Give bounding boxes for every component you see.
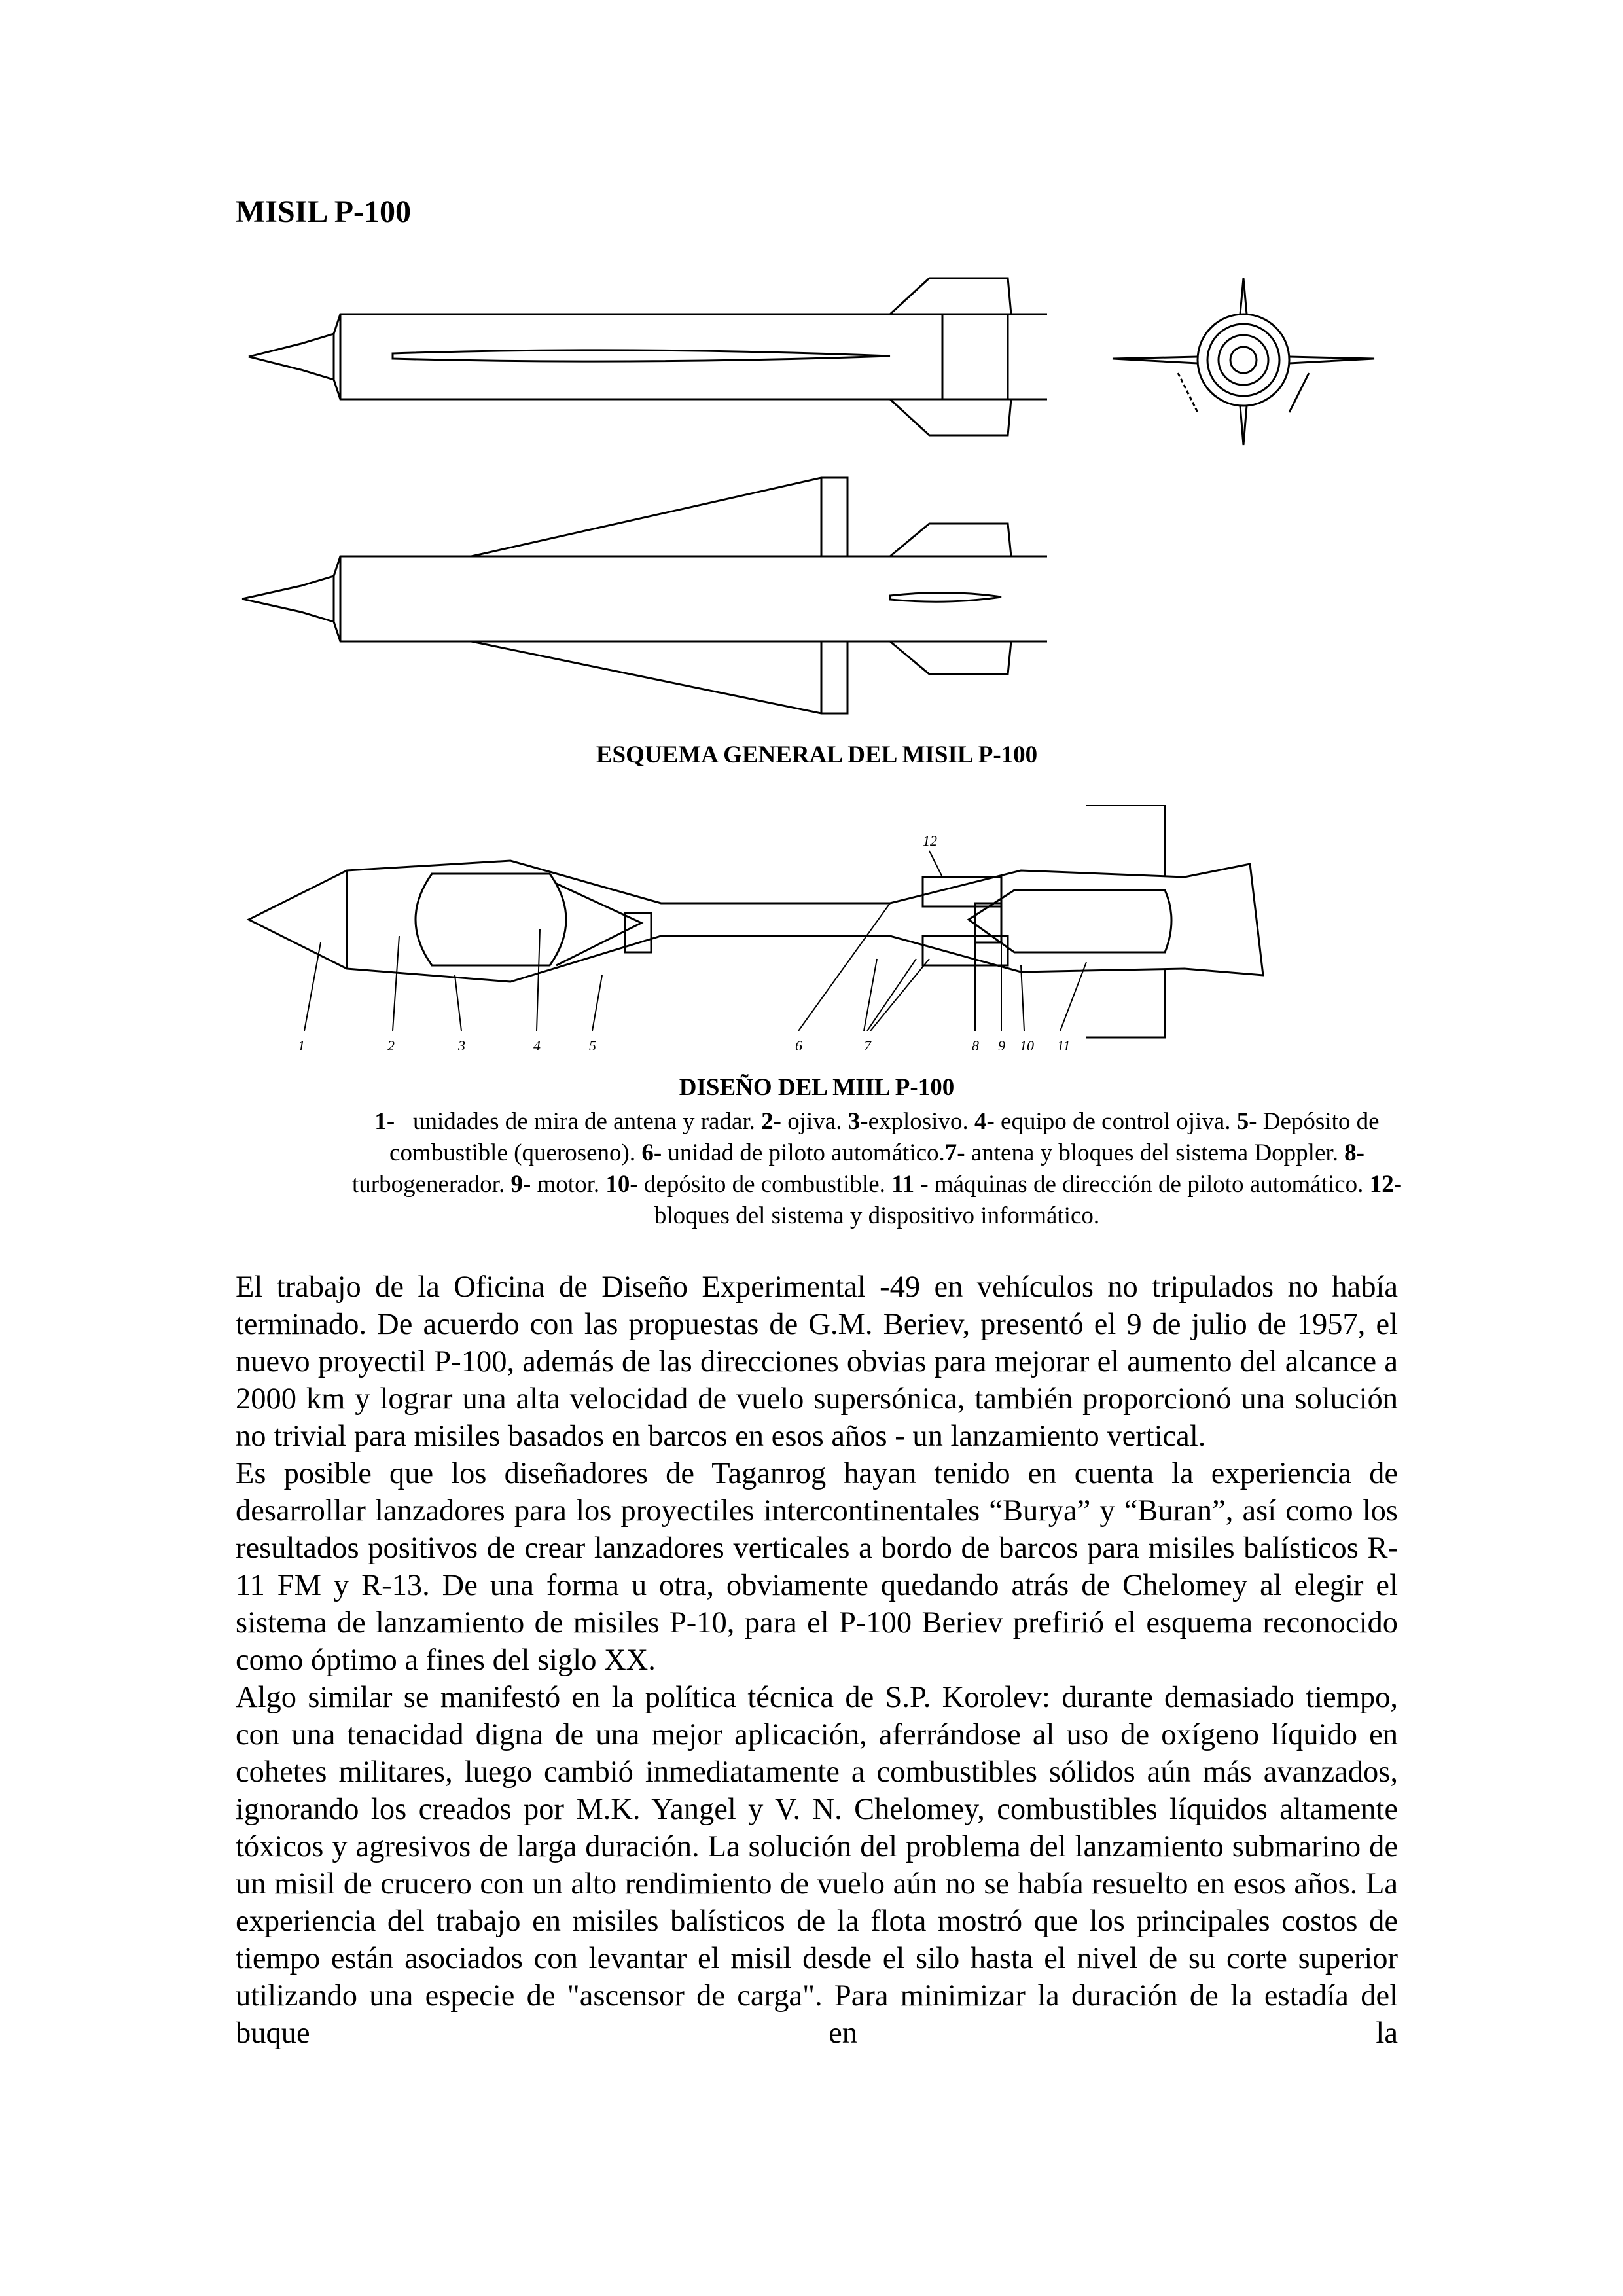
paragraph: El trabajo de la Oficina de Diseño Experimental -49 en vehículos no tripulados no había terminado. De acuerdo con las propuestas de G.M. Beriev, presentó el 9 de julio de 1957, el nuevo proyectil P-100, además de las direcciones obvias para mejorar el aumento del alcance a 2000 km y lograr una alta velocidad de vuelo supersónica, también proporcionó una solución no trivial para misiles basados en barcos en esos años - un lanzamiento vertical. <box>236 1270 1398 1453</box>
callout-1: 1 <box>298 1037 305 1054</box>
body-text <box>236 1268 1398 2052</box>
legend-item: 6- unidad de piloto automático. <box>641 1139 945 1166</box>
callout-11: 11 <box>1057 1037 1071 1054</box>
legend-item: 7- antena y bloques del sistema Doppler. <box>944 1139 1345 1166</box>
callout-12: 12 <box>923 833 937 849</box>
legend-item: 10- depósito de combustible. <box>605 1171 892 1198</box>
legend-item: 4- equipo de control ojiva. <box>974 1108 1237 1135</box>
callout-6: 6 <box>795 1037 802 1054</box>
callout-10: 10 <box>1020 1037 1034 1054</box>
legend-item: 11 - máquinas de dirección de piloto automático. <box>891 1171 1370 1198</box>
callout-7: 7 <box>864 1037 871 1054</box>
legend-item: 12- bloques del sistema y dispositivo informático. <box>654 1171 1402 1229</box>
missile-cutaway-diagram <box>236 805 1374 1067</box>
callout-2: 2 <box>387 1037 395 1054</box>
figure1-caption: ESQUEMA GENERAL DEL MISIL P-100 <box>596 742 1038 768</box>
callout-9: 9 <box>998 1037 1005 1054</box>
paragraph: Es posible que los diseñadores de Taganrog hayan tenido en cuenta la experiencia de desarrollar lanzadores para los proyectiles intercontinentales “Burya” y “Buran”, así como los resultados positivos de crear lanzadores verticales a bordo de barcos para misiles balísticos R-11 FM y R-13. De una forma u otra, obviamente quedando atrás de Chelomey al elegir el sistema de lanzamiento de misiles P-10, para el P-100 Beriev prefirió el esquema reconocido como óptimo a fines del siglo XX. <box>236 1457 1398 1677</box>
missile-side-view-drawing <box>236 275 1047 445</box>
legend-item: 8- turbogenerador. <box>351 1139 1364 1198</box>
callout-5: 5 <box>589 1037 596 1054</box>
callout-3: 3 <box>458 1037 465 1054</box>
callout-8: 8 <box>972 1037 979 1054</box>
page-title: MISIL P-100 <box>236 194 412 229</box>
legend-item: 3-explosivo. <box>847 1108 974 1135</box>
legend-item: 9- motor. <box>510 1171 606 1198</box>
legend-item: 2- ojiva. <box>761 1108 848 1135</box>
figure2-legend <box>327 1106 1427 1232</box>
callout-4: 4 <box>533 1037 541 1054</box>
legend-item: 5- Depósito de combustible (queroseno). <box>389 1108 1380 1166</box>
legend-item: 1- unidades de mira de antena y radar. <box>374 1108 762 1135</box>
paragraph: Algo similar se manifestó en la política técnica de S.P. Korolev: durante demasiado tiempo, con una tenacidad digna de una mejor aplicación, aferrándose al uso de oxígeno líquido en cohetes militares, luego cambió inmediatamente a combustibles sólidos aún más avanzados, ignorando los creados por M.K. Yangel y V. N. Chelomey, combustibles líquidos altamente tóxicos y agresivos de larga duración. La solución del problema del lanzamiento submarino de un misil de crucero con un alto rendimiento de vuelo aún no se había resuelto en esos años. La experiencia del trabajo en misiles balísticos de la flota mostró que los principales costos de tiempo están asociados con levantar el misil desde el silo hasta el nivel de su corte superior utilizando una especie de "ascensor de carga". Para minimizar la duración de la estadía del buque en la <box>236 1681 1398 2050</box>
missile-top-view-drawing <box>236 471 1047 720</box>
figure2-caption: DISEÑO DEL MIIL P-100 <box>679 1074 955 1101</box>
missile-front-view-drawing <box>1106 275 1381 452</box>
